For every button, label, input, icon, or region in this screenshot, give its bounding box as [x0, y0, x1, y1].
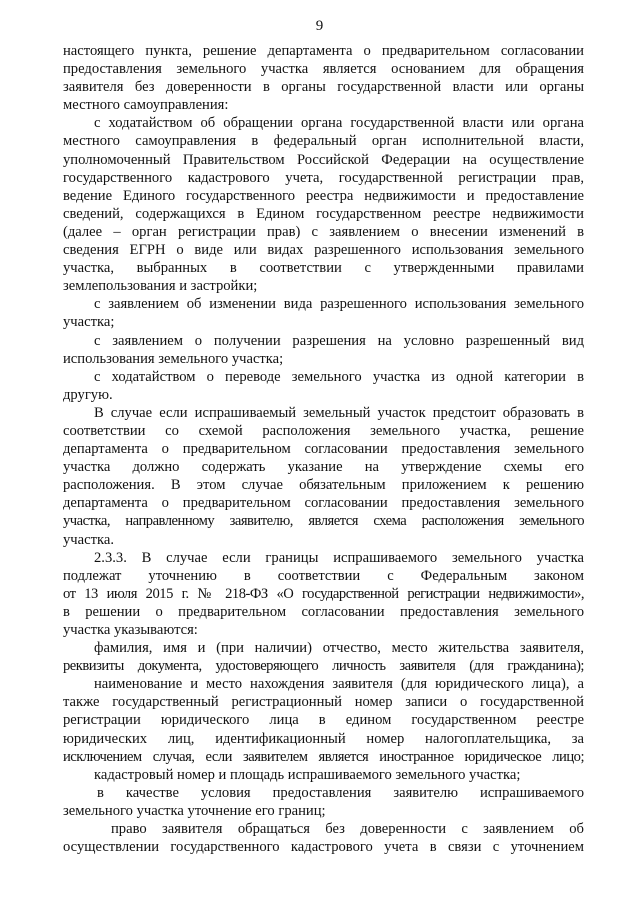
text-line: с заявлением о получении разрешения на условно разрешенный вид [94, 332, 584, 349]
page-number: 9 [315, 18, 324, 34]
text-line: с заявлением об изменении вида разрешенного использования земельного [94, 296, 584, 313]
text-line: участка; [63, 314, 115, 331]
text-line: в качестве условия предоставления заявителю испрашиваемого [97, 784, 584, 801]
text-line: с ходатайством о переводе земельного участка из одной категории в [94, 368, 584, 385]
text-line: регистрации юридического лица в едином государственном реестре [63, 712, 584, 729]
text-line: участка указываются: [63, 622, 198, 638]
text-line: реквизиты документа, удостоверяющего личность заявителя (для гражданина); [63, 658, 584, 675]
text-line: землепользования и застройки; [63, 278, 258, 295]
text-line: уполномоченный Правительством Российской Федерации на осуществление [63, 151, 584, 168]
text-line: сведения ЕГРН о виде или видах разрешенного использования земельного [63, 242, 584, 259]
text-line: (далее – орган регистрации прав) с заявлением о внесении изменений в [63, 223, 584, 240]
text-line: подлежат уточнению в соответствии с Федеральным законом [63, 567, 584, 584]
text-line: использования земельного участка; [63, 350, 284, 367]
text-line: местного самоуправления: [63, 97, 229, 114]
text-line: участка должно содержать указание на утверждение схемы его [63, 459, 584, 476]
text-line: расположения. В этом случае обязательным приложением к решению [63, 477, 584, 494]
text-line: фамилия, имя и (при наличии) отчество, место жительства заявителя, [94, 640, 584, 657]
text-line: также государственный регистрационный номер записи о государственной [63, 694, 584, 711]
text-line: в решении о предварительном согласовании предоставления земельного [63, 603, 584, 620]
text-line: с ходатайством об обращении органа государственной власти или органа [94, 115, 584, 132]
text-line: государственного кадастрового учета, государственной регистрации прав, [63, 169, 584, 186]
text-line: исключением случая, если заявителем является иностранное юридическое лицо; [63, 748, 584, 765]
text-line: земельного участка уточнение его границ; [63, 802, 326, 819]
text-line: В случае если испрашиваемый земельный участок предстоит образовать в [94, 404, 584, 421]
text-line: департамента о предварительном согласовании предоставления земельного [63, 495, 584, 512]
text-line: заявителя без доверенности в органы государственной власти или органы [63, 79, 584, 96]
text-line: ведение Единого государственного реестра недвижимости и предоставление [63, 187, 584, 204]
text-line: кадастровый номер и площадь испрашиваемого земельного участка; [94, 766, 521, 783]
text-line: предоставления земельного участка является основанием для обращения [63, 61, 584, 78]
text-line: соответствии со схемой расположения земельного участка, решение [63, 422, 584, 439]
text-line: сведений, содержащихся в Едином государственном реестре недвижимости [63, 205, 584, 222]
text-line: участка. [63, 531, 114, 548]
text-line: другую. [63, 386, 113, 403]
text-line: департамента о предварительном согласовании предоставления земельного [63, 441, 584, 458]
text-line: участка, направленному заявителю, является схема расположения земельного [63, 513, 584, 530]
text-line: наименование и место нахождения заявителя (для юридического лица), а [94, 676, 584, 693]
text-line: право заявителя обращаться без доверенности с заявлением об [111, 821, 584, 838]
document-body [63, 42, 584, 856]
text-line: юридических лиц, идентификационный номер налогоплательщика, за [63, 730, 584, 747]
text-line: местного самоуправления в федеральный орган исполнительной власти, [63, 133, 584, 150]
text-line: 2.3.3. В случае если границы испрашиваемого земельного участка [94, 549, 584, 566]
text-line: осуществлении государственного кадастрового учета в связи с уточнением [63, 839, 584, 856]
text-line: участка, выбранных в соответствии с утвержденными правилами [63, 260, 584, 277]
text-line: от 13 июля 2015 г. № 218-ФЗ «О государственной регистрации недвижимости», [63, 585, 584, 602]
text-line: настоящего пункта, решение департамента о предварительном согласовании [63, 43, 584, 59]
